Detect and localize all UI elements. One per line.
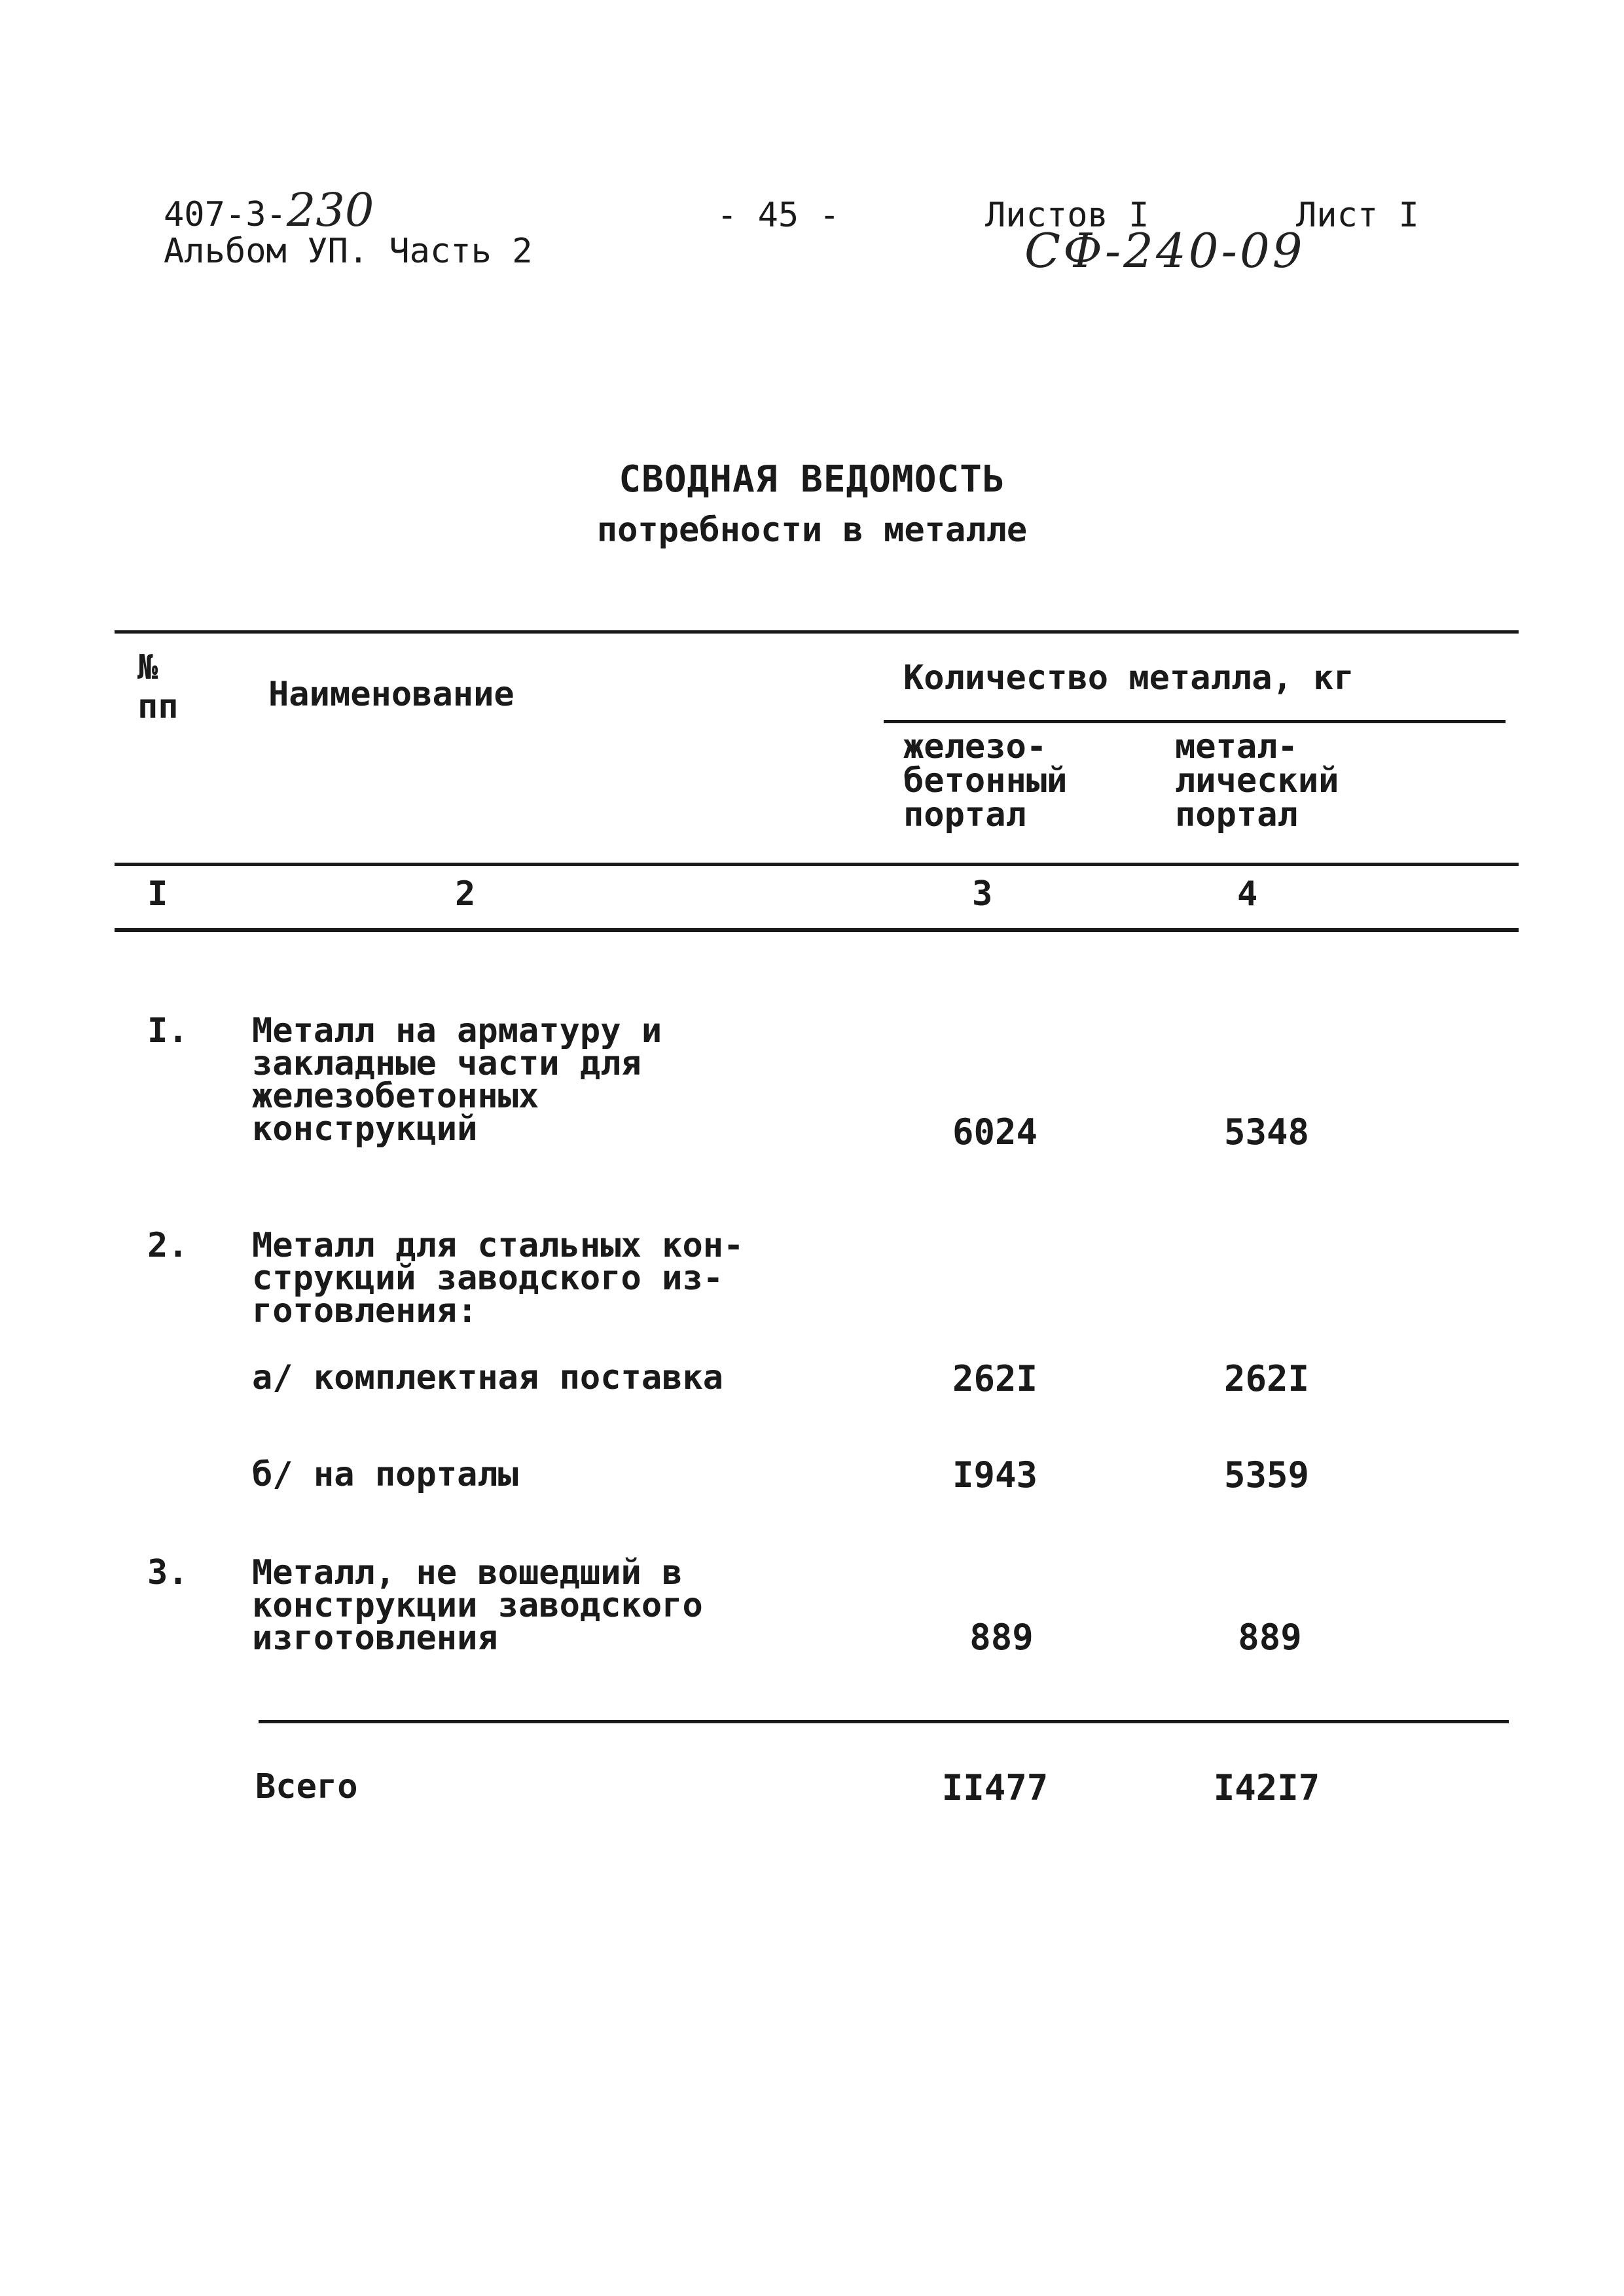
column-number-3: 3	[972, 874, 993, 914]
total-rc-value: II477	[941, 1767, 1049, 1808]
row-2a-rc-value: 262I	[952, 1358, 1038, 1399]
row-1-number: I.	[147, 1011, 189, 1050]
column-number-4: 4	[1237, 874, 1258, 914]
column-header-number: № пп	[137, 648, 179, 726]
row-1-rc-value: 6024	[952, 1111, 1038, 1153]
column-header-rc-portal: железо- бетонный портал	[903, 727, 1068, 834]
row-2b-name: б/ на порталы	[252, 1455, 518, 1494]
total-metal-value: I42I7	[1213, 1767, 1320, 1808]
handwritten-mark: СФ-240-09	[1024, 223, 1305, 278]
row-3-name: Металл, не вошедший в конструкции заводского изготовления	[252, 1553, 703, 1658]
row-2a-metal-value: 262I	[1223, 1358, 1310, 1399]
row-2-name: Металл для стальных кон- струкций заводского из- готовления:	[252, 1226, 744, 1331]
sheets-total: Листов I	[985, 196, 1149, 235]
document-code-printed: 407-3-	[164, 195, 287, 234]
album-label: Альбом УП. Часть 2	[164, 232, 533, 271]
sheet-number: Лист I	[1296, 196, 1419, 235]
column-number-1: I	[147, 874, 168, 914]
row-2a-name: а/ комплектная поставка	[252, 1358, 724, 1397]
row-2b-rc-value: I943	[952, 1454, 1038, 1496]
column-header-quantity: Количество металла, кг	[903, 658, 1354, 698]
row-1-metal-value: 5348	[1223, 1111, 1310, 1153]
row-3-number: 3.	[147, 1553, 189, 1592]
page-number: - 45 -	[717, 196, 840, 235]
row-1-name: Металл на арматуру и закладные части для железобетонных конструкций	[252, 1011, 662, 1149]
document-code	[164, 183, 374, 237]
total-label: Всего	[255, 1767, 358, 1806]
qty-subheader-rule	[884, 720, 1506, 723]
document-subtitle: потребности в металле	[596, 511, 1028, 550]
total-rule	[259, 1720, 1509, 1723]
row-3-rc-value: 889	[969, 1617, 1034, 1658]
column-header-name: Наименование	[268, 675, 514, 714]
column-numbers-rule	[115, 928, 1519, 932]
row-2-number: 2.	[147, 1226, 189, 1265]
header-bottom-rule	[115, 863, 1519, 866]
document-title: СВОДНАЯ ВЕДОМОСТЬ	[619, 458, 1005, 501]
document-code-handwritten: 230	[286, 183, 374, 237]
column-number-2: 2	[455, 874, 476, 914]
row-2b-metal-value: 5359	[1223, 1454, 1310, 1496]
table-top-rule	[115, 630, 1519, 634]
column-header-metal-portal: метал- лический портал	[1175, 727, 1339, 834]
row-3-metal-value: 889	[1238, 1617, 1302, 1658]
